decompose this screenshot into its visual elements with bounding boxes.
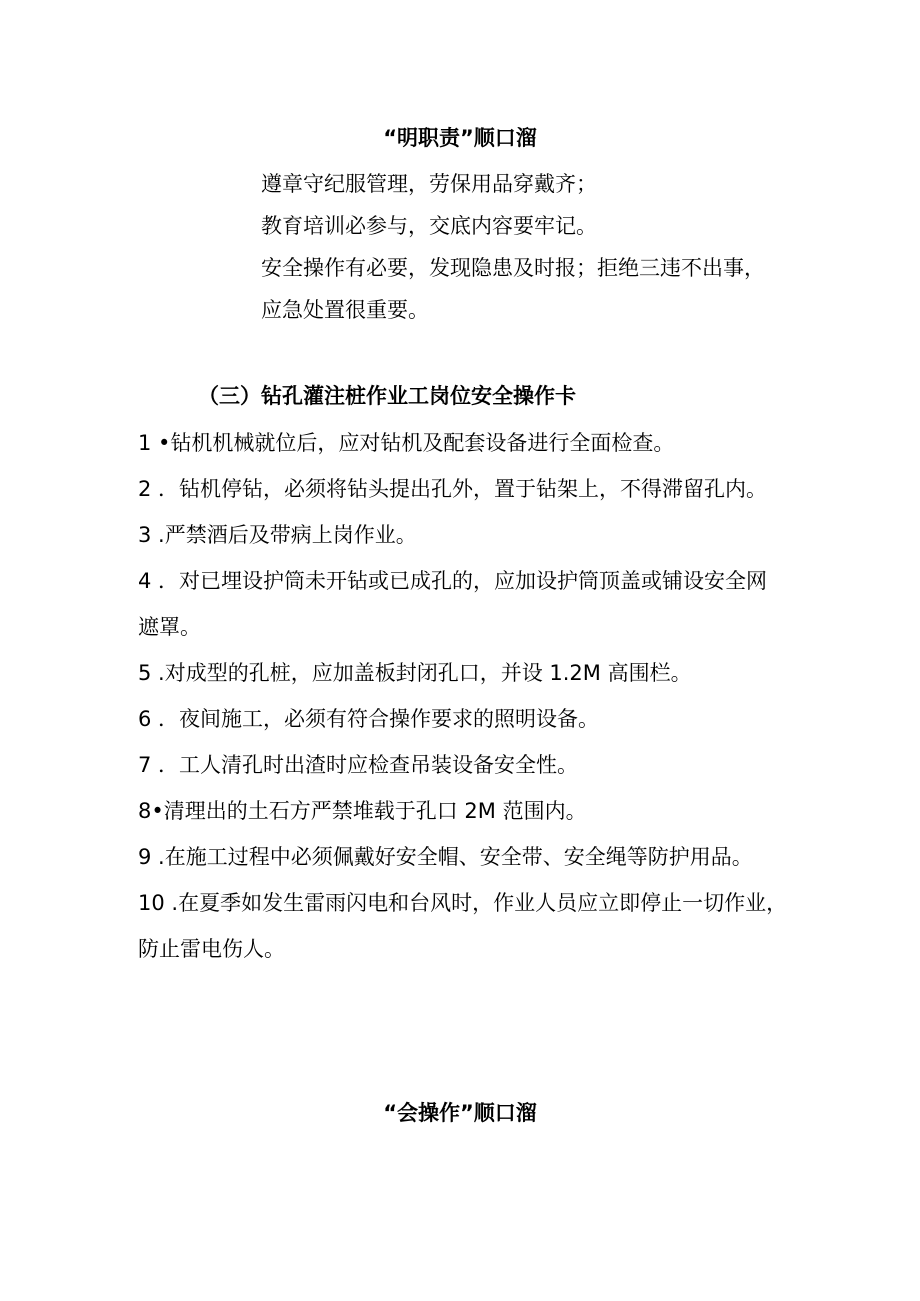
item-text: 对已埋设护筒未开钻或已成孔的，应加设护筒顶盖或铺设安全网遮罩。: [138, 569, 768, 639]
item-text: 在施工过程中必须佩戴好安全帽、安全带、安全绳等防护用品。: [164, 845, 753, 869]
poem-line: 遵章守纪服管理，劳保用品穿戴齐；: [261, 172, 597, 196]
poem-line: 教育培训必参与，交底内容要牢记。: [261, 214, 597, 238]
item-text: 对成型的孔桩，应加盖板封闭孔口，并设 1.2M 高围栏。: [164, 661, 692, 685]
list-item: [138, 788, 788, 834]
item-text: 清理出的土石方严禁堆载于孔口 2M 范围内。: [163, 799, 587, 823]
item-text: 钻机机械就位后，应对钻机及配套设备进行全面检查。: [170, 431, 675, 455]
item-text: 严禁酒后及带病上岗作业。: [164, 523, 417, 547]
item-text: 夜间施工，必须有符合操作要求的照明设备。: [179, 707, 600, 731]
list-item: [138, 466, 788, 512]
item-number: 8•: [138, 799, 164, 823]
item-number: 5 .: [138, 661, 165, 685]
poem-block: [261, 163, 781, 331]
heading-ming-zhize: “明职责”顺口溜: [383, 126, 537, 150]
item-text: 钻机停钻，必须将钻头提出孔外，置于钻架上，不得滞留孔内。: [179, 477, 768, 501]
item-number: 10 .: [138, 891, 179, 915]
item-number: 9 .: [138, 845, 165, 869]
poem-line: 安全操作有必要，发现隐患及时报；拒绝三违不出事，应急处置很重要。: [261, 256, 765, 322]
item-number: 7 ．: [138, 753, 180, 777]
list-item: [138, 880, 788, 972]
item-number: 2 ．: [138, 477, 180, 501]
item-list: [138, 420, 788, 972]
item-number: 4 ．: [138, 569, 180, 593]
list-item: [138, 834, 788, 880]
list-item: [138, 512, 788, 558]
section-title: （三）钻孔灌注桩作业工岗位安全操作卡: [198, 384, 576, 408]
item-text: 在夏季如发生雷雨闪电和台风时，作业人员应立即停止一切作业，防止雷电伤人。: [138, 891, 788, 961]
list-item: [138, 650, 788, 696]
item-text: 工人清孔时出渣时应检查吊装设备安全性。: [179, 753, 579, 777]
list-item: [138, 420, 788, 466]
item-number: 3 .: [138, 523, 165, 547]
item-number: 1 •: [138, 431, 171, 455]
list-item: [138, 742, 788, 788]
list-item: [138, 696, 788, 742]
heading-hui-caozuo: “会操作”顺口溜: [383, 1101, 537, 1125]
list-item: [138, 558, 788, 650]
item-number: 6 ．: [138, 707, 180, 731]
